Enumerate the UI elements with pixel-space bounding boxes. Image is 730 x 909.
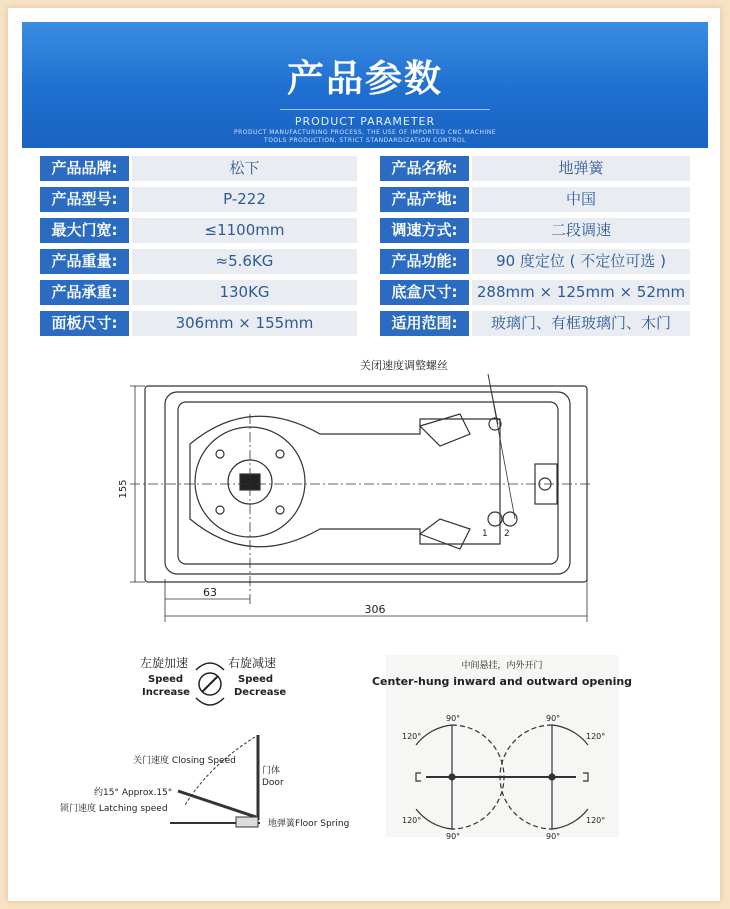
spec-value: 130KG	[132, 280, 357, 305]
door-speed-diagram	[60, 725, 370, 835]
angle-120-right-top: 120°	[586, 732, 606, 741]
floor-spring-drawing	[120, 354, 595, 634]
spec-label: 调速方式:	[380, 218, 469, 243]
spec-label: 产品承重:	[40, 280, 129, 305]
door-approx-position	[178, 791, 256, 817]
spec-label: 产品名称:	[380, 156, 469, 181]
spec-label: 最大门宽:	[40, 218, 129, 243]
spec-value: 二段调速	[472, 218, 690, 243]
door-cn-label: 门体	[262, 766, 281, 776]
spec-label: 产品型号:	[40, 187, 129, 212]
spec-label: 产品功能:	[380, 249, 469, 274]
header-divider	[280, 109, 490, 110]
header-fine-line-1: PRODUCT MANUFACTURING PROCESS, THE USE OF IMPORTED CNC MACHINE	[233, 129, 497, 136]
page-title: 产品参数	[287, 57, 443, 100]
angle-120-right-bottom: 120°	[586, 816, 606, 825]
speed-decrease-en-1: Speed	[238, 674, 274, 685]
opening-diagram	[371, 655, 633, 841]
dim-width-label: 306	[364, 603, 386, 616]
latching-speed-label: 锁门速度 Latching speed	[60, 804, 168, 814]
spec-value: 288mm × 125mm × 52mm	[472, 280, 690, 305]
spec-value: 306mm × 155mm	[132, 311, 357, 336]
spec-value: ≈5.6KG	[132, 249, 357, 274]
door-en-label: Door	[262, 778, 284, 788]
spec-label: 面板尺寸:	[40, 311, 129, 336]
port-1-label: 1	[482, 529, 488, 539]
dim-offset-label: 63	[203, 586, 217, 599]
angle-120-left-bottom: 120°	[402, 816, 422, 825]
speed-decrease-cn: 右旋减速	[228, 656, 277, 670]
angle-90-left-bottom: 90°	[446, 832, 461, 841]
spec-label: 适用范围:	[380, 311, 469, 336]
speed-increase-en-2: Increase	[142, 687, 190, 698]
angle-90-left-top: 90°	[446, 714, 461, 723]
speed-decrease-en-2: Decrease	[234, 687, 287, 698]
header-fine-line-2: TOOLS PRODUCTION, STRICT STANDARDIZATION CONTROL	[264, 137, 466, 144]
box-outline	[165, 392, 570, 574]
left-upper-arc	[416, 725, 452, 777]
spec-value: 地弹簧	[472, 156, 690, 181]
opening-title-cn: 中间悬挂，内外开门	[461, 661, 543, 671]
angle-120-left-top: 120°	[402, 732, 422, 741]
spec-label: 底盒尺寸:	[380, 280, 469, 305]
dim-height-label: 155	[118, 479, 129, 499]
spec-label: 产品品牌:	[40, 156, 129, 181]
screw-label: 关闭速度调整螺丝	[360, 359, 448, 372]
rotation-icon	[196, 663, 224, 705]
spec-label: 产品产地:	[380, 187, 469, 212]
closing-arc	[185, 737, 255, 805]
spec-value: ≤1100mm	[132, 218, 357, 243]
right-upper-arc	[552, 725, 588, 777]
page-subtitle: PRODUCT PARAMETER	[294, 115, 436, 128]
left-lower-arc	[416, 777, 452, 829]
spec-value: 松下	[132, 156, 357, 181]
spec-value: 玻璃门、有框玻璃门、木门	[472, 311, 690, 336]
speed-increase-cn: 左旋加速	[140, 656, 189, 670]
spec-value: 90 度定位 ( 不定位可选 )	[472, 249, 690, 274]
spring-body	[190, 416, 500, 547]
header-banner	[22, 22, 708, 148]
opening-title-en: Center-hung inward and outward opening	[371, 675, 633, 688]
speed-increase-en-1: Speed	[148, 674, 184, 685]
spec-value: P-222	[132, 187, 357, 212]
angle-90-right-top: 90°	[546, 714, 561, 723]
right-lower-arc	[552, 777, 588, 829]
closing-speed-label: 关门速度 Closing Speed	[133, 756, 236, 766]
spec-value: 中国	[472, 187, 690, 212]
angle-90-right-bottom: 90°	[546, 832, 561, 841]
speed-adjust-diagram	[120, 654, 320, 714]
floor-spring-label: 地弹簧Floor Spring	[268, 819, 350, 829]
spec-label: 产品重量:	[40, 249, 129, 274]
port-2-label: 2	[504, 529, 510, 539]
approx-angle-label: 约15° Approx.15°	[94, 788, 173, 798]
